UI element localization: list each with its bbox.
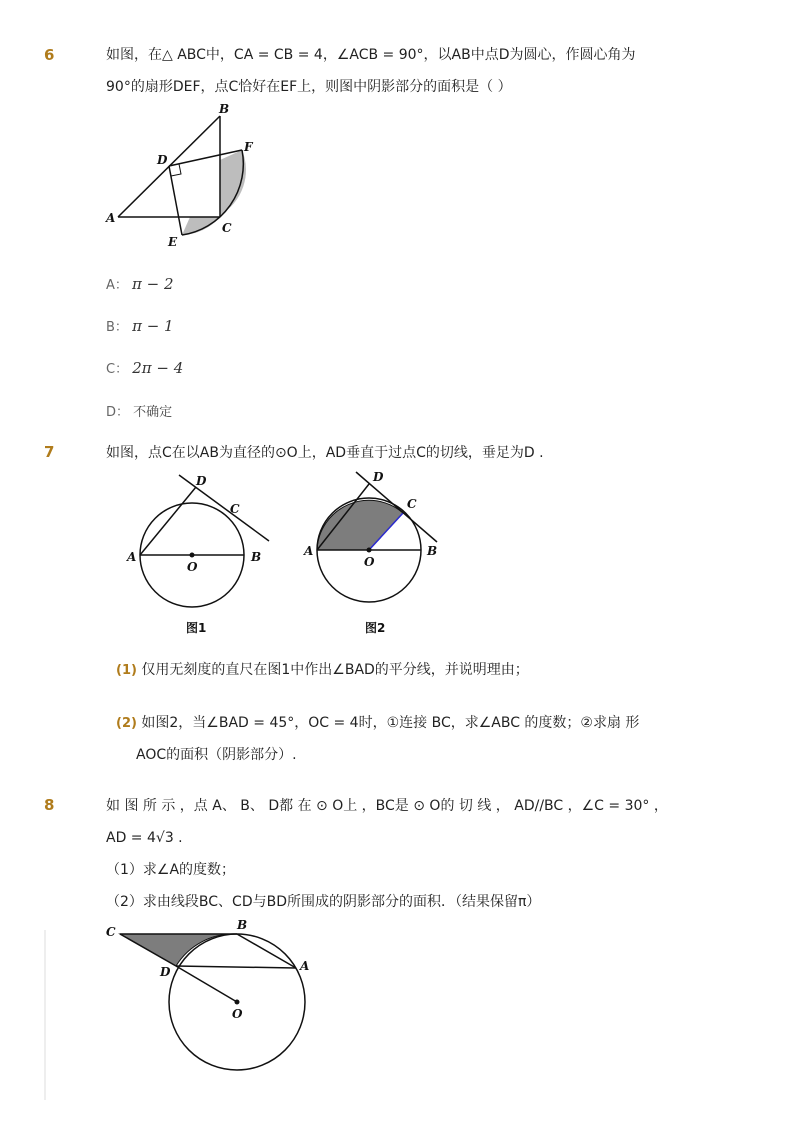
q7-figure1-caption: 图1 [186, 621, 207, 635]
q7f1-label-d: D [196, 474, 207, 488]
q6-label-d: D [157, 153, 168, 167]
q7f2-center-dot [367, 548, 372, 553]
q7-part2-line2: AOC的面积（阴影部分）. [136, 747, 297, 763]
q8-chord-ab [237, 934, 296, 968]
q7f2-label-a: A [304, 544, 314, 558]
q8-label-a: A [300, 959, 310, 973]
q6-option-c[interactable] [106, 358, 183, 377]
q8-shaded-region [120, 934, 237, 966]
q6-label-f: F [244, 140, 253, 154]
q6-radius-de [169, 166, 182, 235]
q6-option-a[interactable] [106, 274, 174, 293]
q7-part2-label: (2) [116, 716, 137, 731]
question-6-number: 6 [44, 46, 55, 64]
q6-label-b: B [219, 102, 230, 116]
q7f2-label-d: D [373, 470, 384, 484]
q7-part1-label: (1) [116, 663, 137, 678]
q6-option-c-key: C： [106, 362, 129, 377]
question-8-part1: （1）求∠A的度数； [106, 862, 236, 878]
q8-label-c: C [106, 925, 116, 939]
question-7-figure-2 [295, 465, 455, 645]
question-6-text-line2: 90°的扇形DEF，点C恰好在EF上，则图中阴影部分的面积是（ ） [106, 79, 512, 95]
q7f1-label-b: B [251, 550, 262, 564]
q8-radius-od [176, 966, 237, 1002]
q6-option-d[interactable] [106, 401, 172, 420]
q7-part1-text: 仅用无刻度的直尺在图1中作出∠BAD的平分线，并说明理由； [141, 662, 529, 678]
q7f1-label-a: A [127, 550, 137, 564]
question-7-number: 7 [44, 443, 55, 461]
q6-option-a-key: A： [106, 278, 128, 293]
question-8-figure [100, 915, 320, 1080]
q7f1-tangent-line [179, 475, 269, 541]
q8-chord-ad [176, 966, 296, 968]
q7f2-label-o: O [364, 555, 375, 569]
q7f1-label-c: C [230, 502, 240, 516]
q6-option-b[interactable] [106, 316, 174, 335]
q7f2-shaded-sector [317, 500, 403, 550]
q7-figure2-caption: 图2 [365, 621, 386, 635]
question-6-text-line1: 如图，在△ ABC中，CA = CB = 4，∠ACB = 90°，以AB中点D为圆心，作圆心角为 [106, 47, 636, 63]
q6-label-e: E [168, 235, 178, 249]
question-8-part2: （2）求由线段BC、CD与BD所围成的阴影部分的面积．（结果保留π） [106, 894, 541, 910]
q6-option-c-value: 2π − 4 [132, 359, 184, 377]
q6-option-d-value: 不确定 [133, 405, 173, 420]
q6-option-b-key: B： [106, 320, 128, 335]
q7-part2 [116, 713, 639, 734]
q6-label-a: A [106, 211, 116, 225]
q8-label-d: D [160, 965, 171, 979]
question-8-text-line1: 如 图 所 示 ，点 A、 B、 D都 在 ⊙ O上 ，BC是 ⊙ O的 切 线 ， AD//BC ，∠C = 30° ， [106, 798, 668, 814]
q8-label-o: O [232, 1007, 243, 1021]
question-7-text: 如图，点C在以AB为直径的⊙O上，AD垂直于过点C的切线，垂足为D . [106, 445, 544, 461]
q7f2-label-c: C [407, 497, 417, 511]
question-7-figure-1 [120, 465, 280, 645]
q6-label-c: C [222, 221, 232, 235]
q6-option-d-key: D： [106, 405, 130, 420]
q7-part2-line1: 如图2，当∠BAD = 45°，OC = 4时，①连接 BC，求∠ABC 的度数；②求扇 形 [141, 715, 640, 731]
q8-center-dot [235, 1000, 240, 1005]
q6-option-a-value: π − 2 [132, 275, 174, 293]
q6-shaded-region-bottom [182, 217, 220, 235]
q6-shaded-region-right [220, 150, 246, 215]
question-8-number: 8 [44, 796, 55, 814]
q7f1-center-dot [190, 553, 195, 558]
question-6-figure [100, 100, 260, 250]
q7-part1 [116, 660, 529, 681]
left-margin-bar [44, 930, 46, 1100]
question-8-text-line2: AD = 4√3 . [106, 830, 183, 846]
q7f1-segment-ad [140, 487, 196, 555]
q7f2-label-b: B [427, 544, 438, 558]
q7f1-label-o: O [187, 560, 198, 574]
q6-option-b-value: π − 1 [132, 317, 174, 335]
q8-label-b: B [237, 918, 248, 932]
